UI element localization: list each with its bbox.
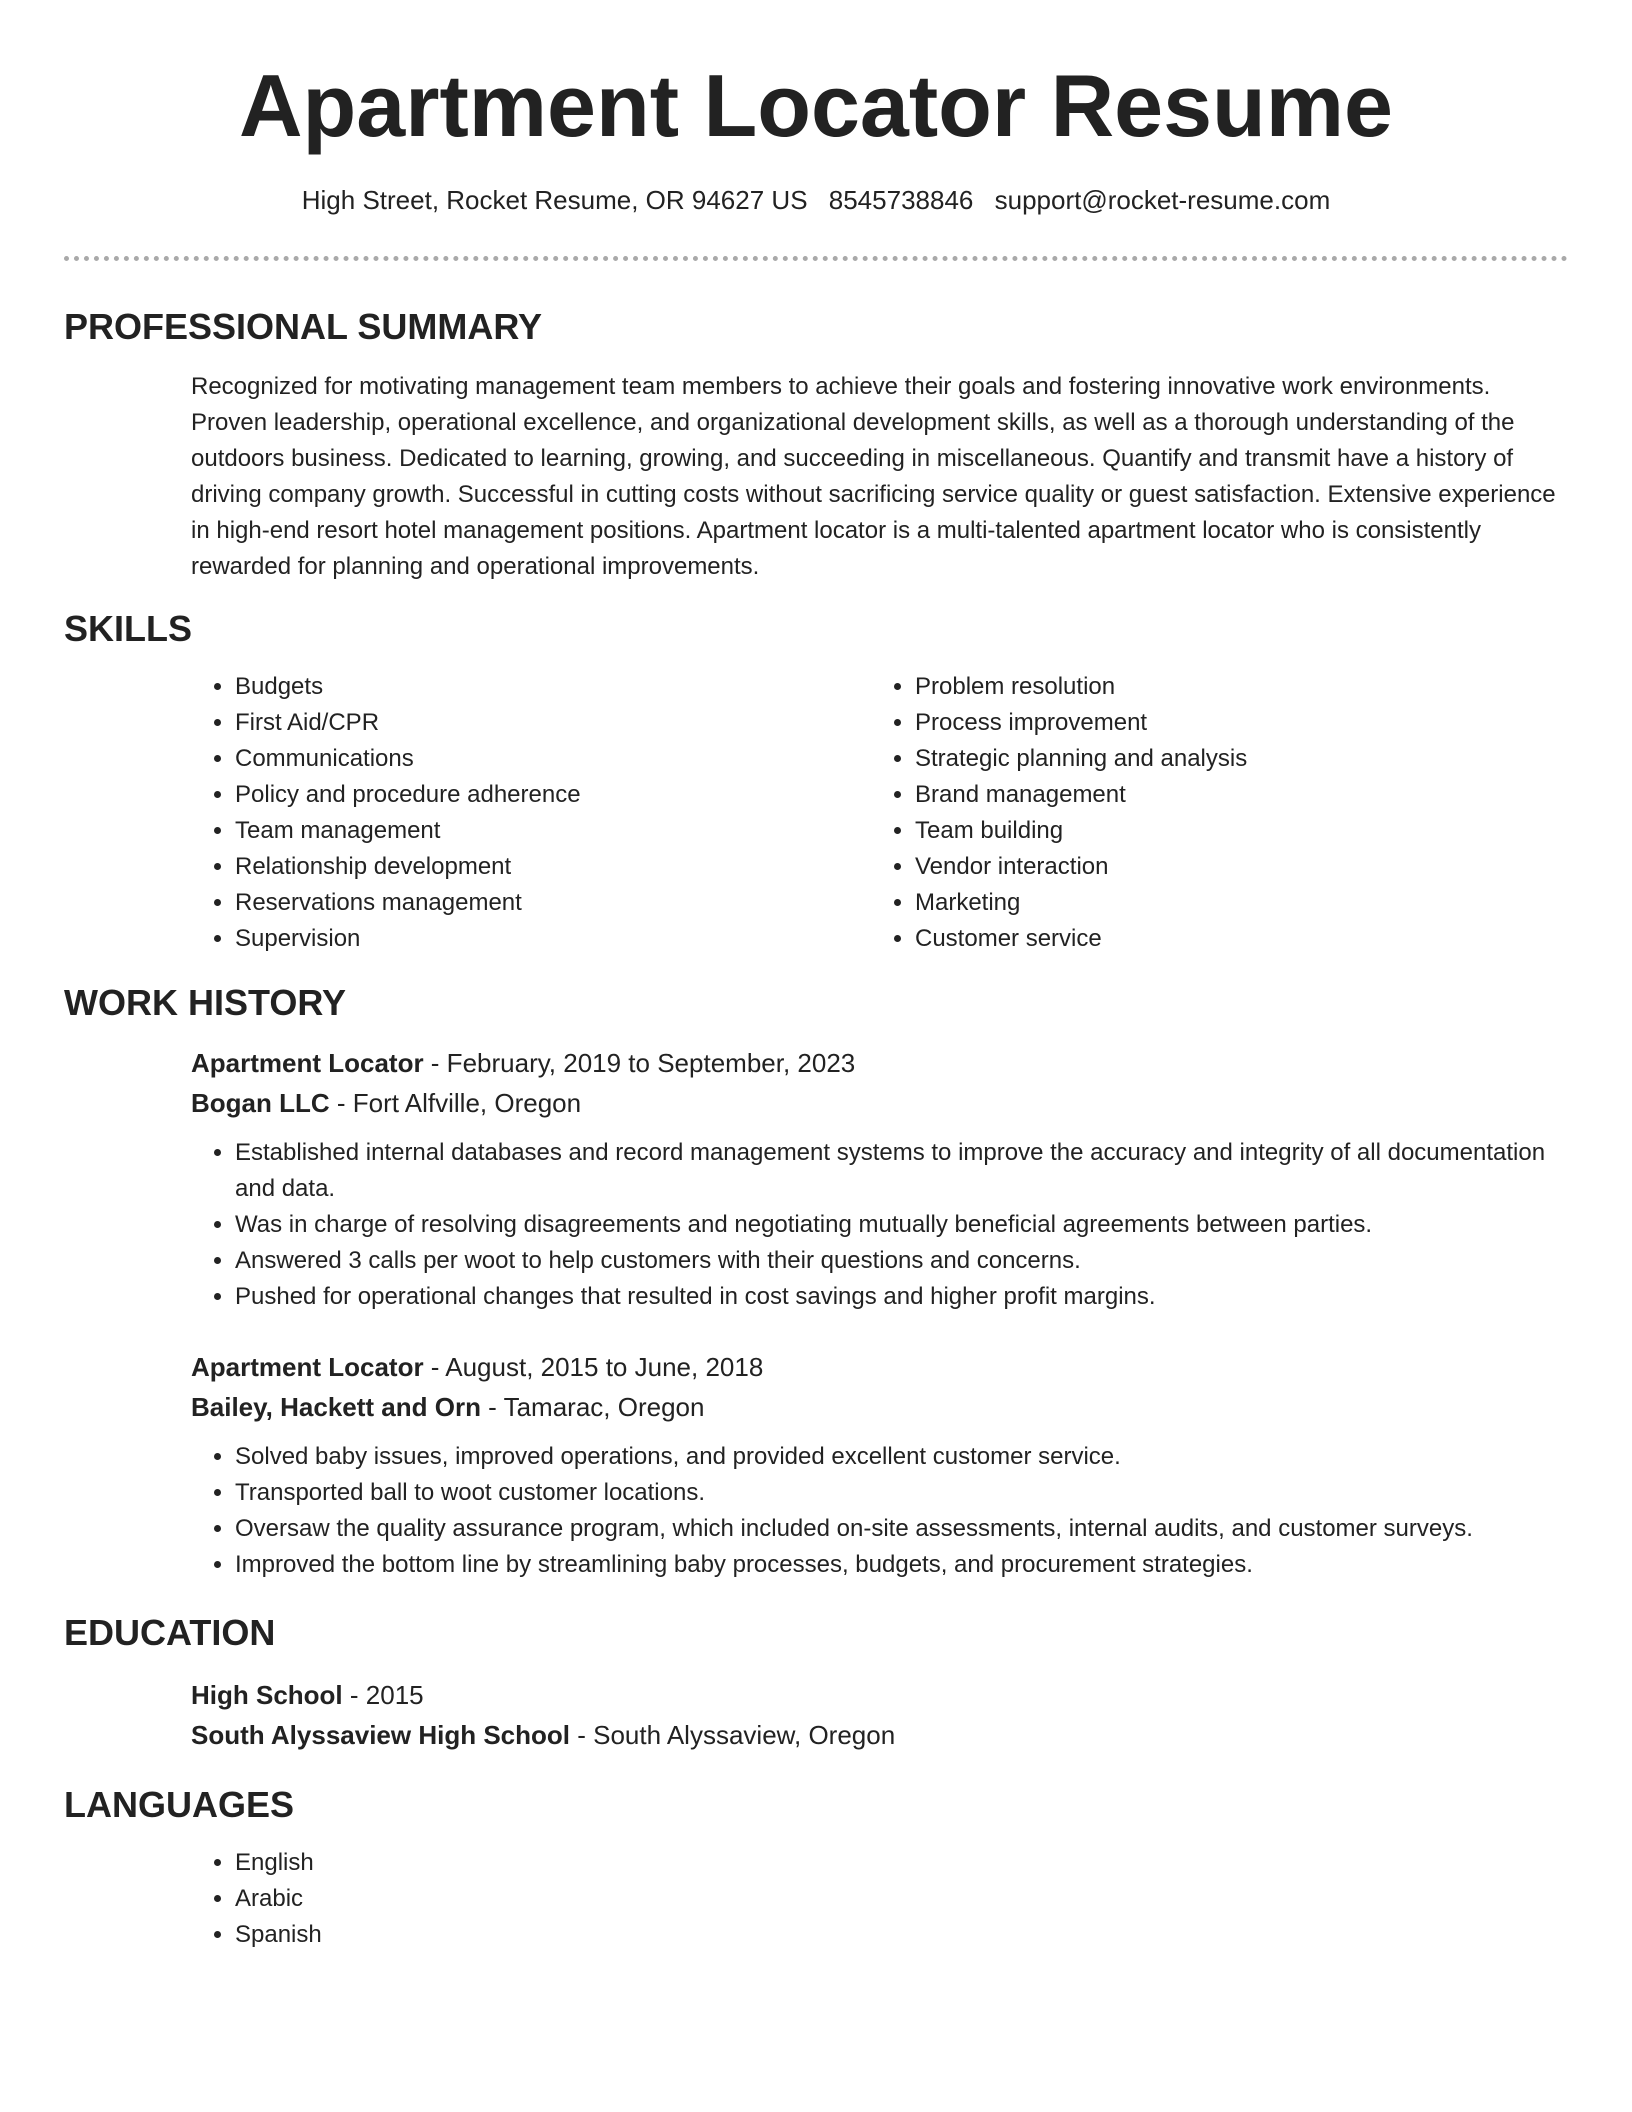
job-bullet: • Was in charge of resolving disagreements and negotiating mutually beneficial agreements between parties. xyxy=(235,1207,1568,1243)
skills-column-left xyxy=(191,669,871,957)
contact-line xyxy=(64,184,1568,216)
education-year: - 2015 xyxy=(342,1680,424,1710)
job-bullet: • Oversaw the quality assurance program, which included on-site assessments, internal audits, and customer surveys. xyxy=(235,1511,1568,1547)
contact-address: High Street, Rocket Resume, OR 94627 US xyxy=(301,185,808,215)
skills-heading: SKILLS xyxy=(64,608,193,649)
language-item: • Arabic xyxy=(235,1881,1568,1917)
job-company: Bailey, Hackett and Orn xyxy=(191,1392,481,1422)
education-degree-line xyxy=(191,1675,1568,1715)
skill-item: • Customer service xyxy=(915,921,1551,957)
job-bullets xyxy=(191,1135,1568,1315)
education-school: South Alyssaview High School xyxy=(191,1720,570,1750)
resume-title: Apartment Locator Resume xyxy=(238,56,1393,155)
language-item: • Spanish xyxy=(235,1917,1568,1953)
skill-item: • Team management xyxy=(235,813,871,849)
summary-section xyxy=(191,369,1568,585)
job-location: - Fort Alfville, Oregon xyxy=(329,1088,582,1118)
work-history-heading: WORK HISTORY xyxy=(64,982,347,1023)
contact-phone: 8545738846 xyxy=(828,185,974,215)
job-dates: - February, 2019 to September, 2023 xyxy=(423,1048,856,1078)
job-entry xyxy=(191,1347,1568,1583)
job-company-line xyxy=(191,1083,1568,1123)
skill-item: • Problem resolution xyxy=(915,669,1551,705)
job-entry xyxy=(191,1043,1568,1315)
job-bullet: • Solved baby issues, improved operations, and provided excellent customer service. xyxy=(235,1439,1568,1475)
education-heading: EDUCATION xyxy=(64,1612,276,1653)
job-bullet: • Transported ball to woot customer locations. xyxy=(235,1475,1568,1511)
skill-item: • First Aid/CPR xyxy=(235,705,871,741)
skill-item: • Communications xyxy=(235,741,871,777)
job-bullet: • Improved the bottom line by streamlining baby processes, budgets, and procurement strategies. xyxy=(235,1547,1568,1583)
skill-item: • Process improvement xyxy=(915,705,1551,741)
contact-email: support@rocket-resume.com xyxy=(994,185,1331,215)
job-location: - Tamarac, Oregon xyxy=(480,1392,705,1422)
job-title-line xyxy=(191,1347,1568,1387)
header-divider xyxy=(64,256,1568,261)
skill-item: • Reservations management xyxy=(235,885,871,921)
job-dates: - August, 2015 to June, 2018 xyxy=(423,1352,764,1382)
summary-text: Recognized for motivating management team members to achieve their goals and fostering innovative work environments. Proven leadership, operational excellence, and organizational development skills, as well as a thorough understanding of the outdoors business. Dedicated to learning, growing, and succeeding in miscellaneous. Quantify and transmit have a history of driving company growth. Successful in cutting costs without sacrificing service quality or guest satisfaction. Extensive experience in high-end resort hotel management positions. Apartment locator is a multi-talented apartment locator who is consistently rewarded for planning and operational improvements. xyxy=(191,373,1556,580)
skill-item: • Marketing xyxy=(915,885,1551,921)
job-role: Apartment Locator xyxy=(191,1352,424,1382)
job-bullet: • Answered 3 calls per woot to help customers with their questions and concerns. xyxy=(235,1243,1568,1279)
skill-item: • Supervision xyxy=(235,921,871,957)
job-bullet: • Pushed for operational changes that resulted in cost savings and higher profit margins. xyxy=(235,1279,1568,1315)
skill-item: • Strategic planning and analysis xyxy=(915,741,1551,777)
job-bullet: • Established internal databases and record management systems to improve the accuracy and integrity of all documentation and data. xyxy=(235,1135,1568,1207)
job-title-line xyxy=(191,1043,1568,1083)
summary-heading: PROFESSIONAL SUMMARY xyxy=(64,306,543,347)
job-company: Bogan LLC xyxy=(191,1088,330,1118)
education-school-line xyxy=(191,1715,1568,1755)
languages-heading: LANGUAGES xyxy=(64,1784,295,1825)
skill-item: • Policy and procedure adherence xyxy=(235,777,871,813)
skill-item: • Relationship development xyxy=(235,849,871,885)
job-company-line xyxy=(191,1387,1568,1427)
job-role: Apartment Locator xyxy=(191,1048,424,1078)
education-location: - South Alyssaview, Oregon xyxy=(570,1720,896,1750)
job-bullets xyxy=(191,1439,1568,1583)
skill-item: • Vendor interaction xyxy=(915,849,1551,885)
skill-item: • Budgets xyxy=(235,669,871,705)
skill-item: • Brand management xyxy=(915,777,1551,813)
education-entry xyxy=(191,1675,1568,1755)
education-degree: High School xyxy=(191,1680,343,1710)
skills-column-right xyxy=(871,669,1551,957)
skill-item: • Team building xyxy=(915,813,1551,849)
skills-list xyxy=(191,669,1568,957)
languages-list xyxy=(191,1845,1568,1953)
language-item: • English xyxy=(235,1845,1568,1881)
